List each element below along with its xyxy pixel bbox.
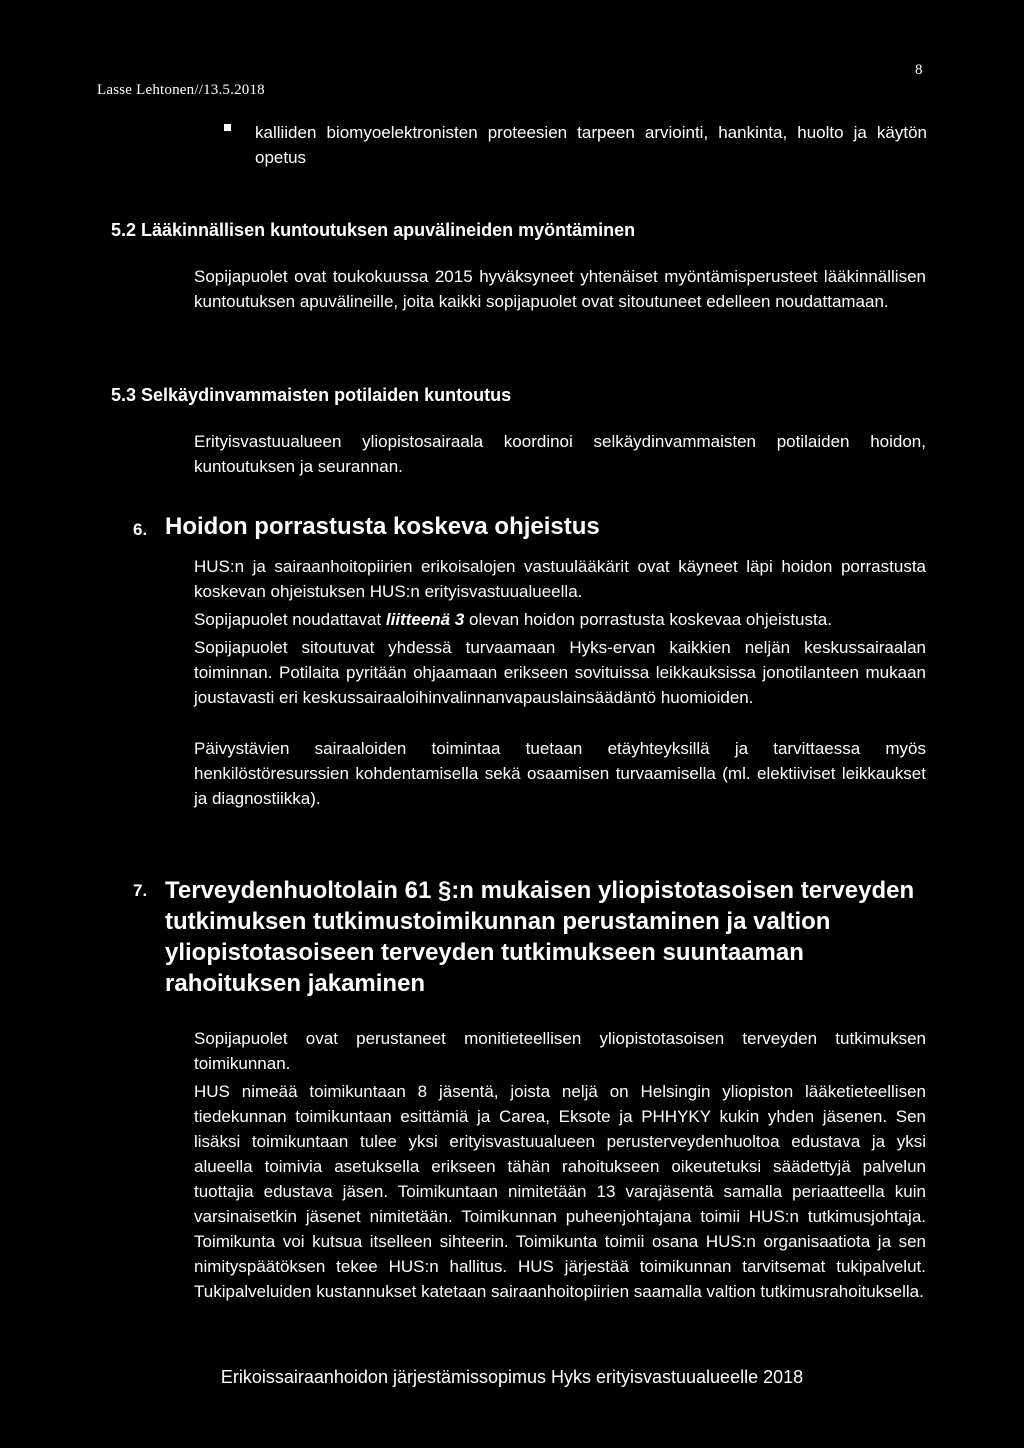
section-5-2-paragraph: Sopijapuolet ovat toukokuussa 2015 hyväksyneet yhtenäiset myöntämisperusteet lääkinnällisen kuntoutuksen apuvälineille, joita kaikki sopijapuolet ovat sitoutuneet edelleen noudattamaan.: [194, 267, 926, 311]
section-6-heading: Hoidon porrastusta koskeva ohjeistus: [165, 513, 600, 540]
page-footer: Erikoissairaanhoidon järjestämissopimus Hyks erityisvastuualueelle 2018: [220, 1367, 804, 1387]
section-6-paragraph-3: Sopijapuolet sitoutuvat yhdessä turvaamaan Hyks-ervan kaikkien neljän keskussairaalan toiminnan. Potilaita pyritään ohjaamaan erikseen sovituissa leikkauksissa jonotilanteen mukaan joustavasti eri keskussairaaloihinvalinnanvapauslainsäädäntö huomioiden.: [194, 638, 926, 707]
section-6-paragraph-2: Sopijapuolet noudattavat liitteenä 3 olevan hoidon porrastusta koskevaa ohjeistusta.: [194, 610, 832, 629]
section-7-paragraph-1: Sopijapuolet ovat perustaneet monitieteellisen yliopistotasoisen terveyden tutkimuksen toimikunnan.: [194, 1029, 926, 1073]
page-number: 8: [915, 62, 923, 78]
header-author-date: Lasse Lehtonen//13.5.2018: [97, 82, 265, 98]
section-7-heading: Terveydenhuoltolain 61 §:n mukaisen yliopistotasoisen terveyden tutkimuksen tutkimustoimikunnan perustaminen ja valtion yliopistotasoiseen terveyden tutkimukseen suuntaaman rahoituksen jakaminen: [165, 877, 915, 997]
section-5-2-heading: 5.2 Lääkinnällisen kuntoutuksen apuvälineiden myöntäminen: [111, 220, 636, 240]
section-6-number: 6.: [133, 520, 148, 539]
appendix-reference: liitteenä 3: [385, 610, 465, 629]
bullet-square-icon: [224, 124, 231, 131]
bullet-item: kalliiden biomyoelektronisten proteesien tarpeen arviointi, hankinta, huolto ja käytön opetus: [255, 123, 927, 167]
section-7-number: 7.: [133, 881, 148, 900]
section-6-paragraph-1: HUS:n ja sairaanhoitopiirien erikoisalojen vastuulääkärit ovat käyneet läpi hoidon porrastusta koskevan ohjeistuksen HUS:n erityisvastuualueella.: [194, 557, 926, 601]
section-5-3-paragraph: Erityisvastuualueen yliopistosairaala koordinoi selkäydinvammaisten potilaiden hoidon, kuntoutuksen ja seurannan.: [194, 432, 926, 476]
section-5-3-heading: 5.3 Selkäydinvammaisten potilaiden kuntoutus: [111, 385, 512, 405]
section-6-paragraph-4: Päivystävien sairaaloiden toimintaa tuetaan etäyhteyksillä ja tarvittaessa myös henkilöstöresurssien kohdentamisella sekä osaamisen turvaamisella (ml. elektiiviset leikkaukset ja diagnostiikka).: [194, 739, 926, 808]
section-7-paragraph-2: HUS nimeää toimikuntaan 8 jäsentä, joista neljä on Helsingin yliopiston lääketieteellisen tiedekunnan toimikuntaan esittämiä ja Carea, Eksote ja PHHYKY kukin yhden jäsenen. Sen lisäksi toimikuntaan tulee yksi erityisvastuualueen perusterveydenhuoltoa edustava ja yksi alueella toimivia asetuksella erikseen tähän rahoitukseen oikeutetuksi säädettyjä palvelun tuottajia edustava jäsen. Toimikuntaan nimitetään 13 varajäsentä samalla periaatteella kuin varsinaisetkin jäsenet nimitetään. Toimikunnan puheenjohtajana toimii HUS:n tutkimusjohtaja. Toimikunta voi kutsua itselleen sihteerin. Toimikunta toimii osana HUS:n organisaatiota ja sen nimityspäätöksen tekee HUS:n hallitus. HUS järjestää toimikunnan tarvitsemat tukipalvelut. Tukipalveluiden kustannukset katetaan sairaanhoitopiirien saamalla valtion tutkimusrahoituksella.: [194, 1082, 926, 1301]
